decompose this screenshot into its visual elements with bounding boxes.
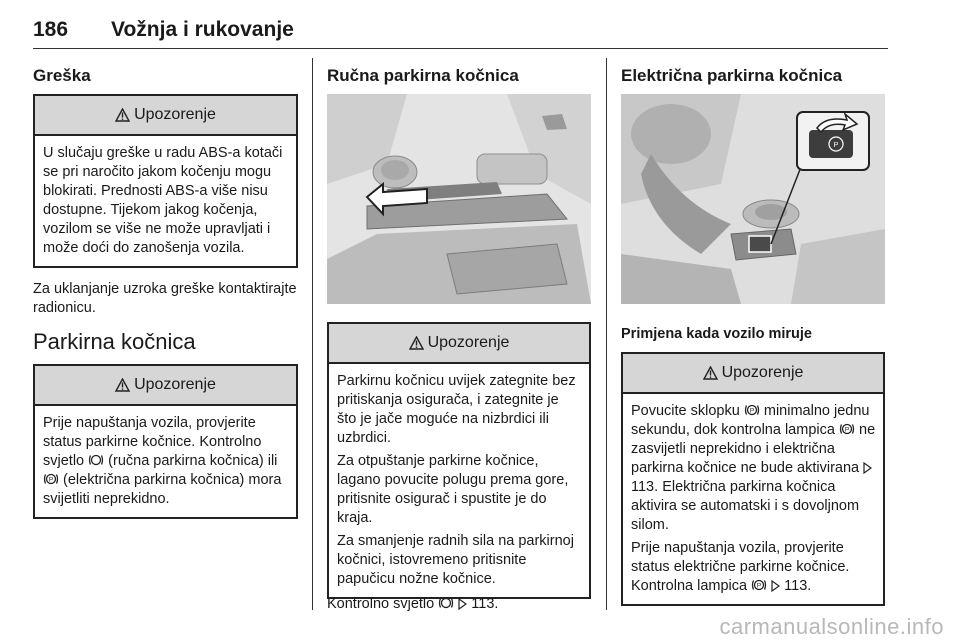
electric-brake-p-icon [43, 472, 59, 486]
warning-paragraph: Parkirnu kočnicu uvijek zategnite bez pritiskanja osigurača, i zategnite je što je jače moguće na nizbrdici ili uzbrdici. [337, 373, 576, 446]
warning-text [35, 406, 296, 517]
caption-vehicle-stationary: Primjena kada vozilo miruje [621, 326, 812, 342]
svg-text:P: P [833, 142, 839, 149]
electric-brake-photo [621, 94, 885, 304]
warning-box-handbrake [327, 322, 591, 599]
brake-warning-icon [88, 453, 104, 467]
warning-paragraph: Za otpuštanje parkirne kočnice, lagano povucite polugu prema gore, pritisnite osigurač i spustite je do kraja. [337, 453, 569, 526]
warning-label: Upozorenje [134, 106, 216, 123]
control-light-label: Kontrolno svjetlo [327, 596, 435, 612]
handbrake-illustration [327, 94, 591, 304]
page-reference-arrow-icon [458, 598, 467, 610]
warning-text-part: ne zasvijetli neprekidno i električna parkirna kočnice ne bude aktivirana [631, 422, 876, 476]
warning-header [35, 96, 296, 136]
svg-text:P: P [749, 407, 755, 415]
handbrake-photo [327, 94, 591, 304]
header-rule [33, 48, 888, 49]
column-3 [621, 58, 885, 606]
warning-triangle-icon [703, 366, 718, 380]
warning-label: Upozorenje [427, 334, 510, 351]
chapter-title: Vožnja i rukovanje [111, 18, 294, 41]
warning-text-part: minimalno jednu sekundu, dok kontrolna lampica [631, 403, 870, 438]
electric-brake-p-icon [744, 403, 760, 417]
electric-brake-p-icon [839, 422, 855, 436]
column-2 [327, 58, 591, 599]
warning-text: U slučaju greške u radu ABS-a kotači se pri naročito jakom kočenju mogu blokirati. Prednosti ABS-a više nisu dostupne. Tijekom jakog kočenja, vozilom se više ne može upravljati i može doći do zanošenja vozila. [43, 145, 283, 256]
column-divider-1 [312, 58, 313, 610]
warning-triangle-icon [115, 378, 130, 392]
watermark: carmanualsonline.info [719, 614, 944, 639]
warning-box-abs [33, 94, 298, 268]
svg-text:P: P [756, 582, 762, 590]
warning-paragraph [631, 402, 876, 535]
warning-text-part: Električna parkirna kočnica aktivira se automatski i s dovoljnom silom. [631, 479, 860, 533]
page-reference-arrow-icon [863, 462, 872, 474]
warning-header [623, 354, 883, 394]
page-reference: 113. [784, 578, 812, 594]
repair-paragraph: Za uklanjanje uzroka greške kontaktirajte radionicu. [33, 281, 297, 316]
electric-brake-p-icon [751, 578, 767, 592]
warning-header [35, 366, 296, 406]
warning-paragraph [631, 539, 876, 596]
warning-triangle-icon [409, 336, 424, 350]
warning-paragraph: Za smanjenje radnih sila na parkirnoj kočnici, istovremeno pritisnite papučicu nožne kočnice. [337, 533, 574, 587]
page-reference: 113. [471, 596, 499, 612]
warning-box-parking [33, 364, 298, 519]
electric-brake-illustration [621, 94, 885, 304]
warning-label: Upozorenje [134, 376, 216, 393]
warning-header [329, 324, 589, 364]
warning-text [623, 394, 883, 604]
warning-label: Upozorenje [721, 364, 804, 381]
page-reference: 113. [631, 479, 659, 495]
warning-triangle-icon [115, 108, 130, 122]
svg-text:P: P [844, 426, 850, 434]
warning-text-part: (ručna parkirna kočnica) ili [108, 453, 278, 469]
warning-text-part: Prije napuštanja vozila, provjerite status parkirne kočnice. Kontrolno svjetlo [43, 415, 262, 469]
brake-warning-icon [438, 596, 454, 610]
section-title-handbrake: Ručna parkirna kočnica [327, 66, 519, 85]
section-title-fault: Greška [33, 66, 91, 85]
warning-text-part: Povucite sklopku [631, 403, 740, 419]
svg-text:P: P [48, 476, 54, 484]
section-title-electric-brake: Električna parkirna kočnica [621, 66, 843, 85]
warning-text [329, 364, 589, 597]
section-title-parking-brake: Parkirna kočnica [33, 329, 196, 354]
warning-text-part: Prije napuštanja vozila, provjerite status električne parkirne kočnice. Kontrolna lampica [631, 540, 850, 594]
page-header [33, 18, 888, 46]
page-reference-arrow-icon [771, 580, 780, 592]
column-1 [33, 58, 298, 519]
warning-text-part: (električna parkirna kočnica) mora svijetliti neprekidno. [43, 472, 282, 507]
control-light-reference [327, 596, 498, 612]
page-number: 186 [33, 18, 69, 41]
column-divider-2 [606, 58, 607, 610]
warning-box-electric-brake [621, 352, 885, 606]
